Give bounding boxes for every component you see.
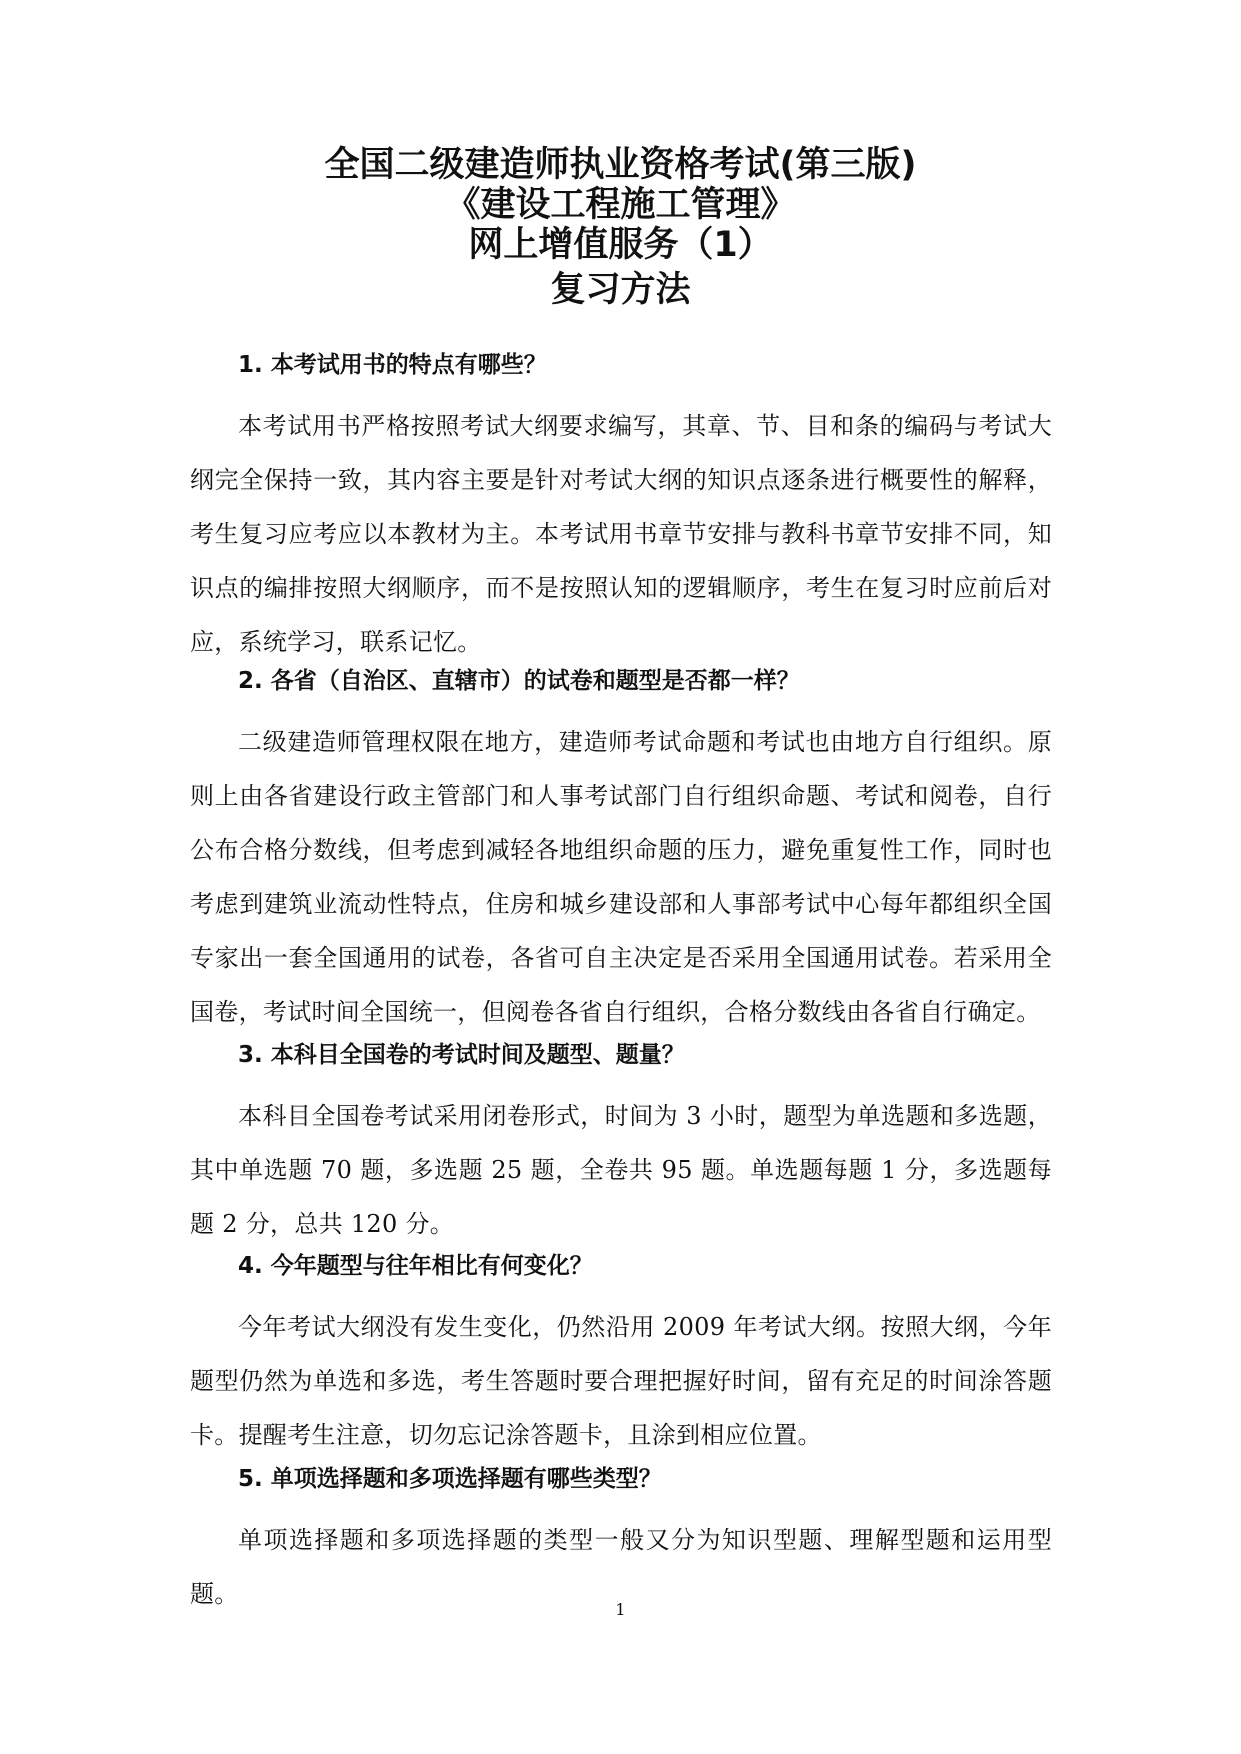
question-1: 1. 本考试用书的特点有哪些？ xyxy=(238,352,547,378)
question-4: 4. 今年题型与往年相比有何变化？ xyxy=(238,1253,593,1279)
answer-1: 本考试用书严格按照考试大纲要求编写，其章、节、目和条的编码与考试大纲完全保持一致，其内容主要是针对考试大纲的知识点逐条进行概要性的解释，考生复习应考应以本教材为主。本考试用书章节安排与教科书章节安排不同，知识点的编排按照大纲顺序，而不是按照认知的逻辑顺序，考生在复习时应前后对应，系统学习，联系记忆。 xyxy=(190,412,1052,656)
answer-5: 单项选择题和多项选择题的类型一般又分为知识型题、理解型题和运用型题。 xyxy=(190,1526,1052,1608)
question-3: 3. 本科目全国卷的考试时间及题型、题量？ xyxy=(238,1042,685,1068)
page-number: 1 xyxy=(615,1600,626,1619)
section-heading: 复习方法 xyxy=(550,270,691,310)
title-line-exam: 全国二级建造师执业资格考试(第三版) xyxy=(324,145,917,185)
answer-2: 二级建造师管理权限在地方，建造师考试命题和考试也由地方自行组织。原则上由各省建设行政主管部门和人事考试部门自行组织命题、考试和阅卷，自行公布合格分数线，但考虑到减轻各地组织命题的压力，避免重复性工作，同时也考虑到建筑业流动性特点，住房和城乡建设部和人事部考试中心每年都组织全国专家出一套全国通用的试卷，各省可自主决定是否采用全国通用试卷。若采用全国卷，考试时间全国统一，但阅卷各省自行组织，合格分数线由各省自行确定。 xyxy=(190,728,1052,1026)
title-line-service: 网上增值服务（1） xyxy=(468,225,773,265)
title-line-book: 《建设工程施工管理》 xyxy=(445,185,796,225)
question-2: 2. 各省（自治区、直辖市）的试卷和题型是否都一样？ xyxy=(238,668,800,694)
question-5: 5. 单项选择题和多项选择题有哪些类型？ xyxy=(238,1466,662,1492)
answer-3: 本科目全国卷考试采用闭卷形式，时间为 3 小时，题型为单选题和多选题，其中单选题 70 题，多选题 25 题，全卷共 95 题。单选题每题 1 分，多选题每题 2 分，总共 120 分。 xyxy=(190,1102,1052,1238)
document-title xyxy=(0,145,1241,265)
answer-4: 今年考试大纲没有发生变化，仍然沿用 2009 年考试大纲。按照大纲，今年题型仍然为单选和多选，考生答题时要合理把握好时间，留有充足的时间涂答题卡。提醒考生注意，切勿忘记涂答题卡，且涂到相应位置。 xyxy=(190,1313,1052,1449)
